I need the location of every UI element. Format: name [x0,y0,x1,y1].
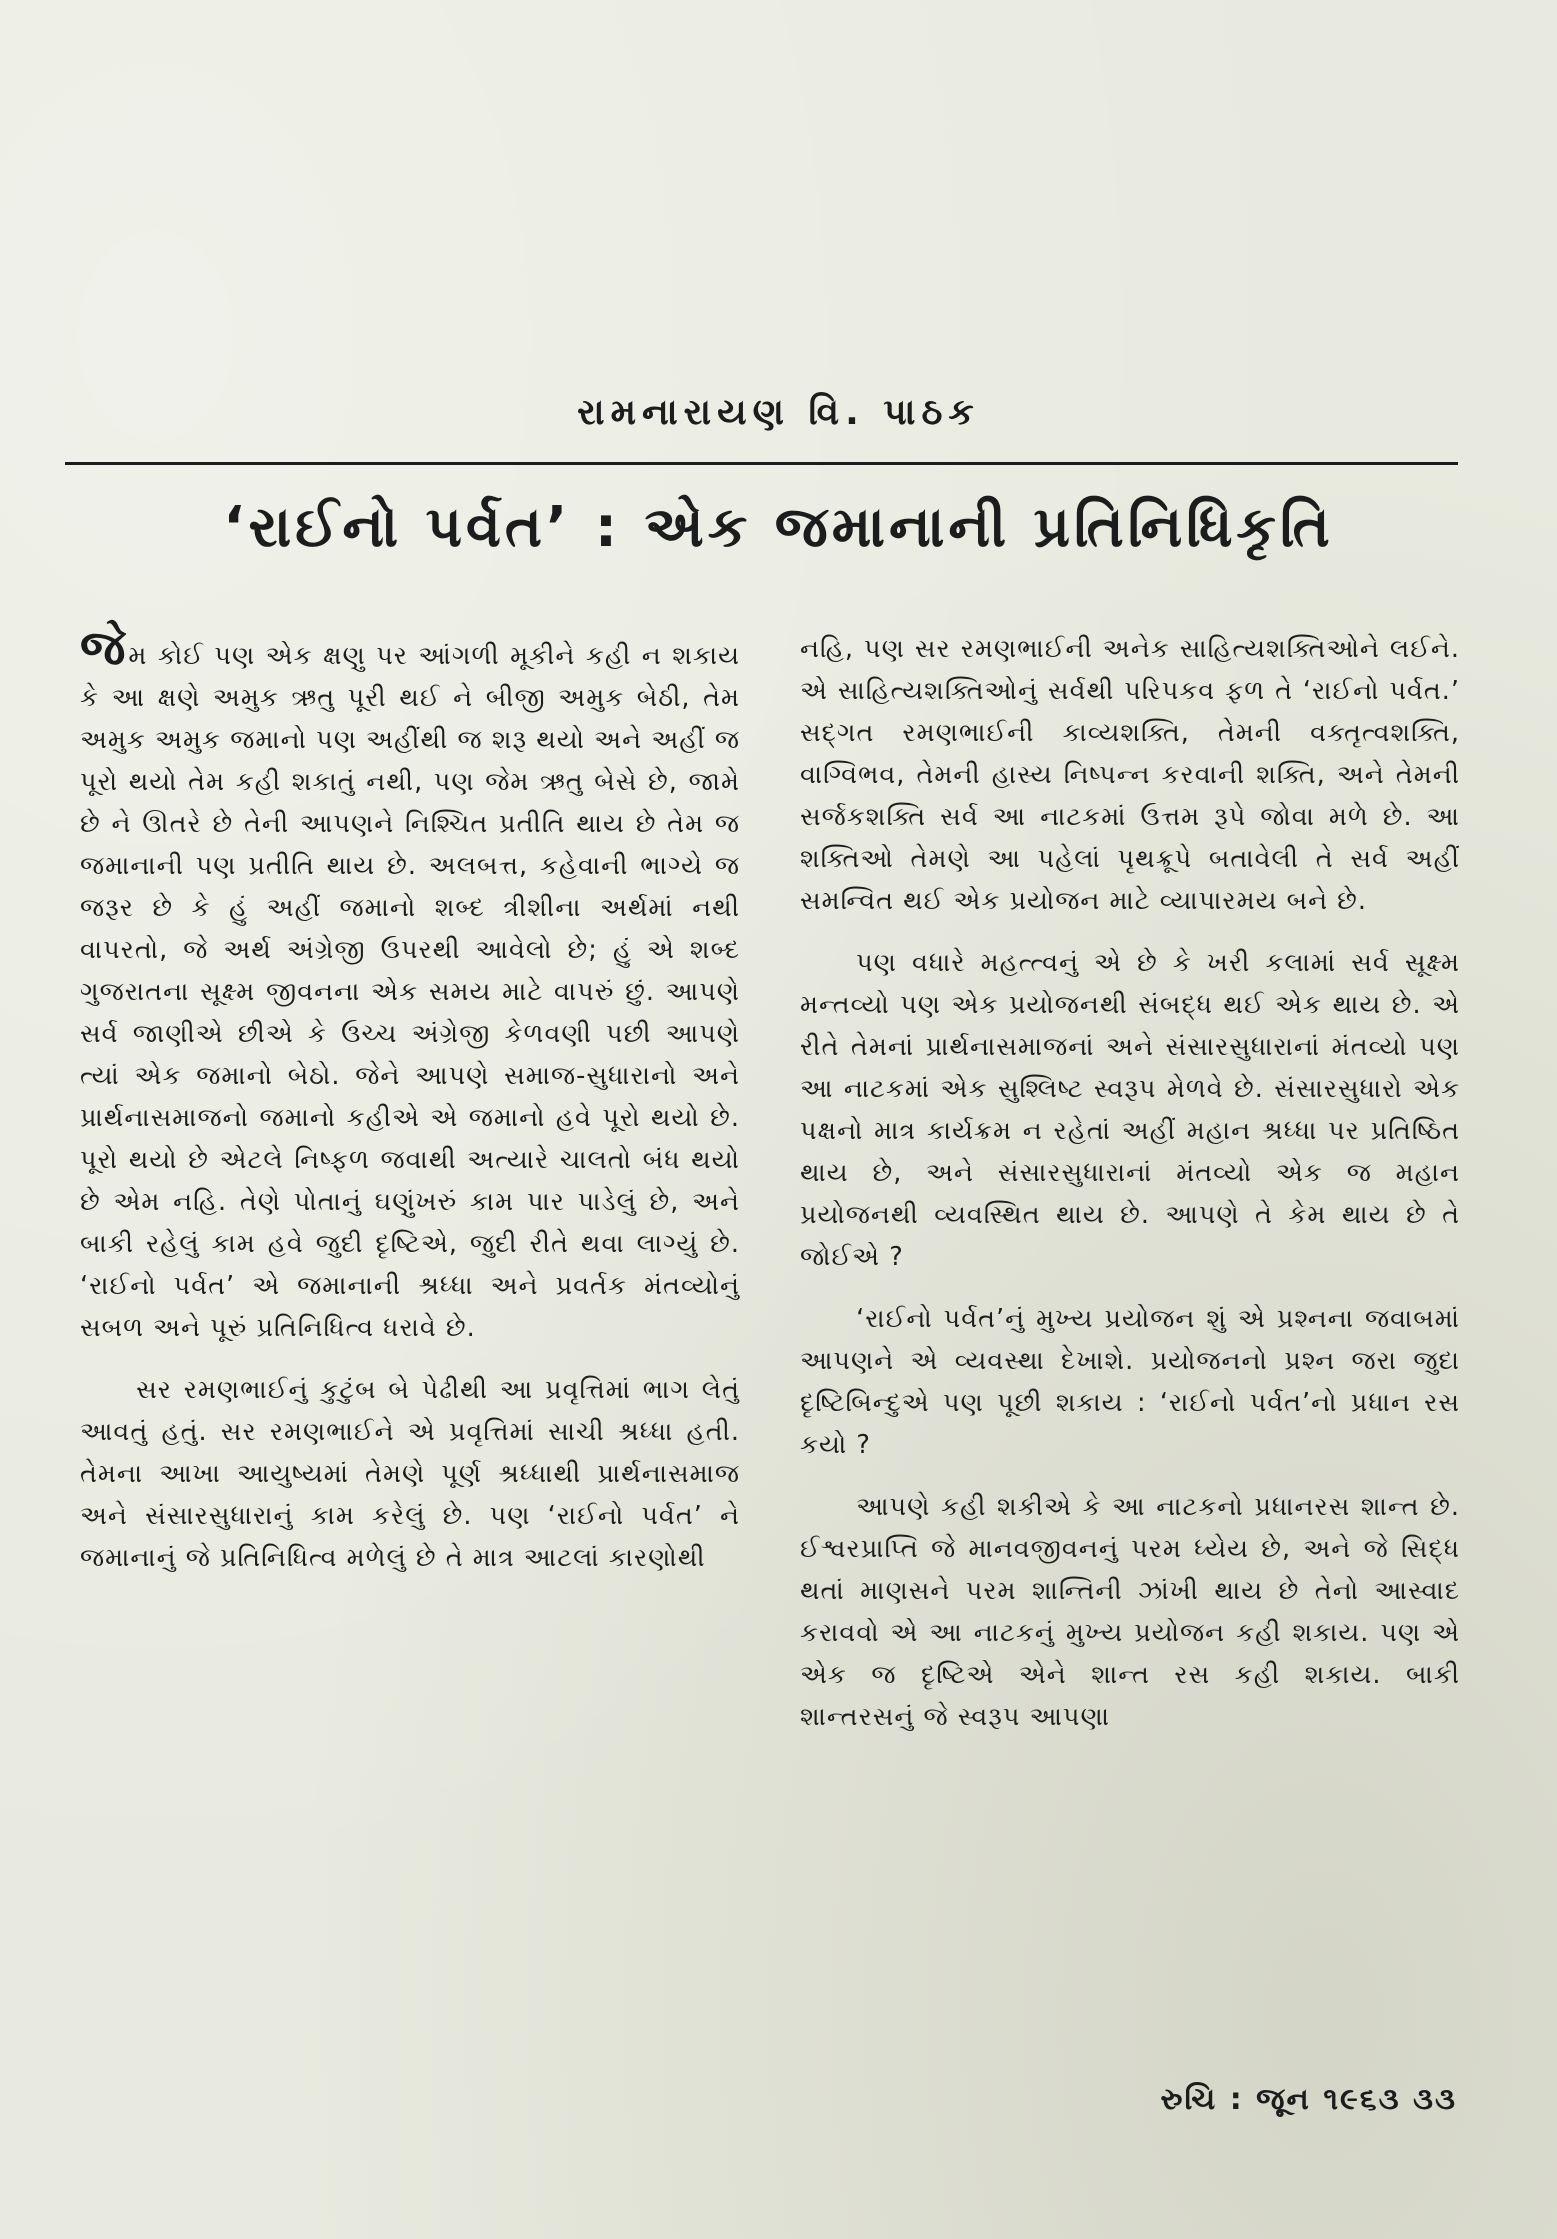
paragraph-text: મ કોઈ પણ એક ક્ષણુ પર આંગળી મૂકીને કહી ન શકાય કે આ ક્ષણે અમુક ઋતુ પૂરી થઈ ને બીજી અમુક બેઠી, તેમ અમુક અમુક જમાનો પણ અહીંથી જ શરૂ થયો અને અહીં જ પૂરો થયો તેમ કહી શકાતું નથી, પણ જેમ ઋતુ બેસે છે, જામે છે ને ઊતરે છે તેની આપણને નિશ્ચિત પ્રતીતિ થાય છે તેમ જ જમાનાની પણ પ્રતીતિ થાય છે. અલબત્ત, કહેવાની ભાગ્યે જ જરૂર છે કે હું અહીં જમાનો શબ્દ ત્રીશીના અર્થમાં નથી વાપરતો, જે અર્થ અંગ્રેજી ઉપરથી આવેલો છે; હું એ શબ્દ ગુજરાતના સૂક્ષ્મ જીવનના એક સમય માટે વાપરું છું. આપણે સર્વ જાણીએ છીએ કે ઉચ્ચ અંગ્રેજી કેળવણી પછી આપણે ત્યાં એક જમાનો બેઠો. જેને આપણે સમાજ-સુધારાનો અને પ્રાર્થનાસમાજનો જમાનો કહીએ એ જમાનો હવે પૂરો થયો છે. પૂરો થયો છે એટલે નિષ્ફળ જવાથી અત્યારે ચાલતો બંધ થયો છે એમ નહિ. તેણે પોતાનું ઘણુંખરું કામ પાર પાડેલું છે, અને બાકી રહેલું કામ હવે જુદી દૃષ્ટિએ, જુદી રીતે થવા લાગ્યું છે. ‘રાઈનો પર્વત’ એ જમાનાની શ્રધ્ધા અને પ્રવર્તક મંતવ્યોનું સબળ અને પૂરું પ્રતિનિધિત્વ ધરાવે છે. [80,641,740,1343]
drop-cap: જે [80,620,127,676]
paragraph: નહિ, પણ સર રમણભાઈની અનેક સાહિત્યશક્તિઓને લઈને. એ સાહિત્યશક્તિઓનું સર્વથી પરિપકવ ફળ તે ‘રાઈનો પર્વત.’ સદ્ગત રમણભાઈની કાવ્યશક્તિ, તેમની વક્તૃત્વશક્તિ, વાગ્વિભવ, તેમની હાસ્ય નિષ્પન્ન કરવાની શક્તિ, અને તેમની સર્જકશક્તિ સર્વ આ નાટકમાં ઉત્તમ રૂપે જોવા મળે છે. આ શક્તિઓ તેમણે આ પહેલાં પૃથક્રૂપે બતાવેલી તે સર્વ અહીં સમન્વિત થઈ એક પ્રયોજન માટે વ્યાપારમય બને છે. [800,634,1460,916]
paragraph: પણ વધારે મહત્ત્વનું એ છે કે ખરી કલામાં સર્વ સૂક્ષ્મ મન્તવ્યો પણ એક પ્રયોજનથી સંબદ્ધ થઈ એક થાય છે. એ રીતે તેમનાં પ્રાર્થનાસમાજનાં અને સંસારસુધારાનાં મંતવ્યો પણ આ નાટકમાં એક સુશ્લિષ્ટ સ્વરૂપ મેળવે છે. સંસારસુધારો એક પક્ષનો માત્ર કાર્યક્રમ ન રહેતાં અહીં મહાન શ્રધ્ધા પર પ્રતિષ્ઠિત થાય છે, અને સંસારસુધારાનાં મંતવ્યો એક જ મહાન પ્રયોજનથી વ્યવસ્થિત થાય છે. આપણે તે કેમ થાય છે તે જોઈએ ? [800,948,1460,1272]
paragraph: આપણે કહી શકીએ કે આ નાટકનો પ્રધાનરસ શાન્ત છે. ઈશ્વરપ્રાપ્તિ જે માનવજીવનનું પરમ ધ્યેય છે, અને જે સિદ્ધ થતાં માણસને પરમ શાન્તિની ઝાંખી થાય છે તેનો આસ્વાદ કરાવવો એ આ નાટકનું મુખ્ય પ્રયોજન કહી શકાય. પણ એ એક જ દૃષ્ટિએ એને શાન્ત રસ કહી શકાય. બાકી શાન્તરસનું જે સ્વરૂપ આપણા [800,1492,1460,1732]
left-column [80,620,740,1579]
paragraph: સર રમણભાઈનું કુટુંબ બે પેઢીથી આ પ્રવૃત્તિમાં ભાગ લેતું આવતું હતું. સર રમણભાઈને એ પ્રવૃત્તિમાં સાચી શ્રધ્ધા હતી. તેમના આખા આયુષ્યમાં તેમણે પૂર્ણ શ્રધ્ધાથી પ્રાર્થનાસમાજ અને સંસારસુધારાનું કામ કરેલું છે. પણ ‘રાઈનો પર્વત’ ને જમાનાનું જે પ્રતિનિધિત્વ મળેલું છે તે માત્ર આટલાં કારણોથી [80,1375,740,1573]
title-rule [65,462,1458,465]
right-column [800,628,1460,1758]
paragraph: ‘રાઈનો પર્વત’નું મુખ્ય પ્રયોજન શું એ પ્રશ્નના જવાબમાં આપણને એ વ્યવસ્થા દેખાશે. પ્રયોજનનો પ્રશ્ન જરા જુદા દૃષ્ટિબિન્દુએ પણ પૂછી શકાય : ‘રાઈનો પર્વત’નો પ્રધાન રસ કયો ? [800,1304,1460,1460]
paragraph [80,620,740,1349]
author-name: રામનારાયણ વિ. પાઠક [577,392,980,433]
article-title: ‘રાઈનો પર્વત’ : એક જમાનાની પ્રતિનિધિકૃતિ [223,495,1334,560]
page-footer: રુચિ : જૂન ૧૯૬૩ ૩૩ [1160,2082,1457,2117]
